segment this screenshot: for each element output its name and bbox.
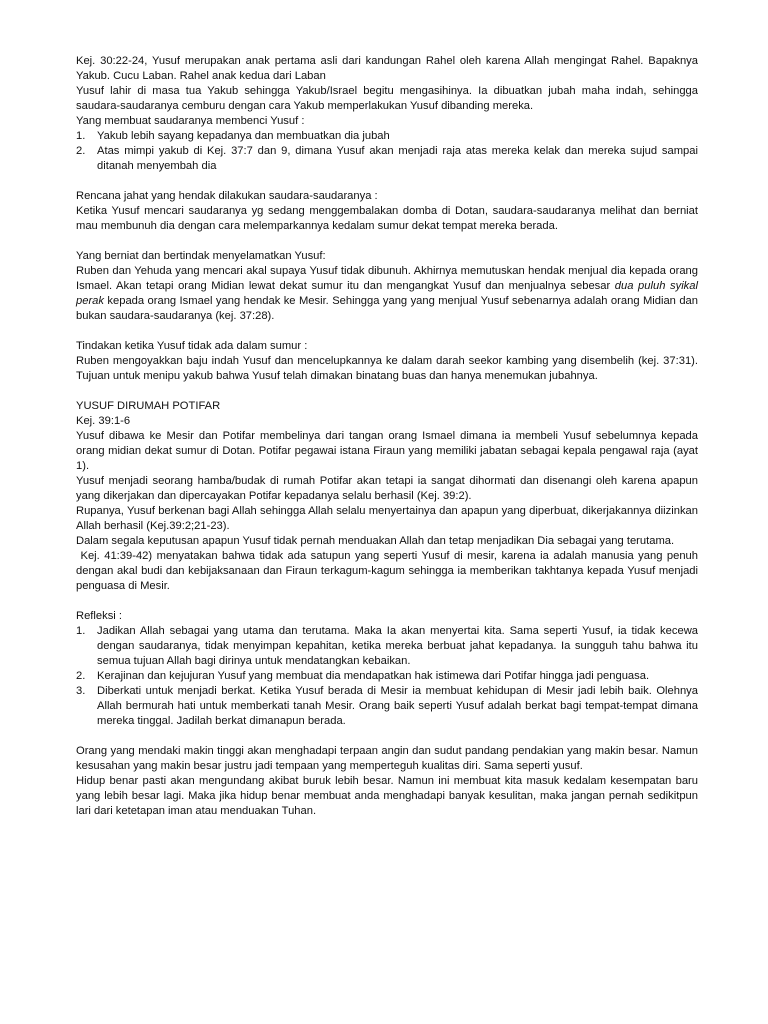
berniat-body-italic: dua puluh syikal perak [76, 280, 698, 307]
list-item [76, 144, 698, 174]
berniat-body-end: kepada orang Ismael yang hendak ke Mesir. Sehingga yang yang menjual Yusuf sebenarnya adalah orang Midian dan bukan saudara-saudaranya (kej. 37:28). [76, 295, 698, 322]
rencana-body: Ketika Yusuf mencari saudaranya yg sedang menggembalakan domba di Dotan, saudara-saudaranya melihat dan berniat mau membunuh dia dengan cara melemparkannya kedalam sumur dekat tempat mereka berada. [76, 205, 698, 232]
tindakan-body: Ruben mengoyakkan baju indah Yusuf dan mencelupkannya ke dalam darah seekor kambing yang disembelih (kej. 37:31). Tujuan untuk menipu yakub bahwa Yusuf telah dimakan binatang buas dan hanya menemukan jubahnya. [76, 355, 698, 382]
penutup-paragraph-1: Orang yang mendaki makin tinggi akan menghadapi terpaan angin dan sudut pandang pendakian yang makin besar. Namun kesusahan yang makin besar justru jadi tempaan yang memperteguh kualitas diri. Sama seperti yusuf. [76, 745, 698, 772]
list-number: 2. [76, 670, 86, 682]
intro-paragraph-1: Kej. 30:22-24, Yusuf merupakan anak pertama asli dari kandungan Rahel oleh karena Allah mengingat Rahel. Bapaknya Yakub. Cucu Laban. Rahel anak kedua dari Laban [76, 55, 698, 82]
spacer [76, 174, 698, 189]
intro-list [76, 129, 698, 174]
list-number: 3. [76, 685, 86, 697]
list-number: 1. [76, 625, 86, 637]
potifar-paragraph-3: Rupanya, Yusuf berkenan bagi Allah sehingga Allah selalu menyertainya dan apapun yang diperbuat, dikerjakannya diizinkan Allah berhasil (Kej.39:2;21-23). [76, 505, 698, 532]
berniat-body-start: Ruben dan Yehuda yang mencari akal supaya Yusuf tidak dibunuh. Akhirnya memutuskan hendak menjual dia kepada orang Ismael. Akan tetapi orang Midian lewat dekat sumur itu dan mengangkat Yusuf dan menjualnya sebesar [76, 265, 698, 292]
list-item [76, 684, 698, 729]
penutup-paragraph-2: Hidup benar pasti akan mengundang akibat buruk lebih besar. Namun ini membuat kita masuk kedalam kesempatan baru yang lebih besar lagi. Maka jika hidup benar membuat anda menghadapi banyak kesulitan, maka jangan pernah sedikitpun lari dari ketetapan iman atau menduakan Tuhan. [76, 775, 698, 817]
intro-list-heading: Yang membuat saudaranya membenci Yusuf : [76, 115, 305, 127]
list-item [76, 129, 698, 144]
spacer [76, 234, 698, 249]
potifar-heading: YUSUF DIRUMAH POTIFAR [76, 400, 221, 412]
spacer [76, 384, 698, 399]
potifar-paragraph-1: Yusuf dibawa ke Mesir dan Potifar membelinya dari tangan orang Ismael dimana ia membeli Yusuf sebelumnya kepada orang midian dekat sumur di Dotan. Potifar pegawai istana Firaun yang memiliki jabatan sebagai kepala pengawal raja (ayat 1). [76, 430, 698, 472]
list-item-text: Kerajinan dan kejujuran Yusuf yang membuat dia mendapatkan hak istimewa dari Potifar hingga jadi penguasa. [97, 670, 650, 682]
list-item-text: Diberkati untuk menjadi berkat. Ketika Yusuf berada di Mesir ia membuat kehidupan di Mesir jadi lebih baik. Olehnya Allah bermurah hati untuk memberkati tanah Mesir. Orang baik seperti Yusuf adalah berkat bagi tempat-tempat dimana mereka tinggal. Jadilah berkat dimanapun berada. [97, 685, 698, 727]
list-item-text: Atas mimpi yakub di Kej. 37:7 dan 9, dimana Yusuf akan menjadi raja atas mereka kelak dan mereka sujud sampai ditanah menyembah dia [97, 145, 698, 172]
potifar-reference: Kej. 39:1-6 [76, 415, 131, 427]
refleksi-heading: Refleksi : [76, 610, 123, 622]
list-item-text: Yakub lebih sayang kepadanya dan membuatkan dia jubah [97, 130, 390, 142]
potifar-paragraph-4: Dalam segala keputusan apapun Yusuf tidak pernah menduakan Allah dan tetap menjadikan Dia sebagai yang terutama. [76, 535, 675, 547]
spacer [76, 324, 698, 339]
tindakan-heading: Tindakan ketika Yusuf tidak ada dalam sumur : [76, 340, 308, 352]
rencana-heading: Rencana jahat yang hendak dilakukan saudara-saudaranya : [76, 190, 378, 202]
potifar-paragraph-5: Kej. 41:39-42) menyatakan bahwa tidak ada satupun yang seperti Yusuf di mesir, karena ia adalah manusia yang penuh dengan akal budi dan kebijaksanaan dan Firaun terkagum-kagum sehingga ia memberikan takhtanya kepada Yusuf menjadi penguasa di Mesir. [76, 550, 702, 592]
potifar-paragraph-2: Yusuf menjadi seorang hamba/budak di rumah Potifar akan tetapi ia sangat dihormati dan disenangi oleh karena apapun yang dikerjakan dan dipercayakan Potifar kepadanya selalu berhasil (Kej. 39:2). [76, 475, 698, 502]
list-number: 2. [76, 145, 86, 157]
list-item [76, 669, 698, 684]
list-item [76, 624, 698, 669]
list-item-text: Jadikan Allah sebagai yang utama dan terutama. Maka Ia akan menyertai kita. Sama seperti Yusuf, ia tidak kecewa dengan saudaranya, tidak menyimpan kepahitan, ketika mereka berbuat jahat kepadanya. Ia sungguh tahu bahwa itu semua tujuan Allah bagi dirinya untuk mendatangkan kebaikan. [97, 625, 698, 667]
list-number: 1. [76, 130, 86, 142]
document-page [76, 54, 702, 819]
spacer [76, 729, 698, 744]
intro-paragraph-2: Yusuf lahir di masa tua Yakub sehingga Yakub/Israel begitu mengasihinya. Ia dibuatkan jubah maha indah, sehingga saudara-saudaranya cemburu dengan cara Yakub memperlakukan Yusuf dibanding mereka. [76, 85, 698, 112]
refleksi-list [76, 624, 698, 729]
berniat-body [76, 264, 698, 324]
berniat-heading: Yang berniat dan bertindak menyelamatkan Yusuf: [76, 250, 326, 262]
spacer [76, 594, 698, 609]
